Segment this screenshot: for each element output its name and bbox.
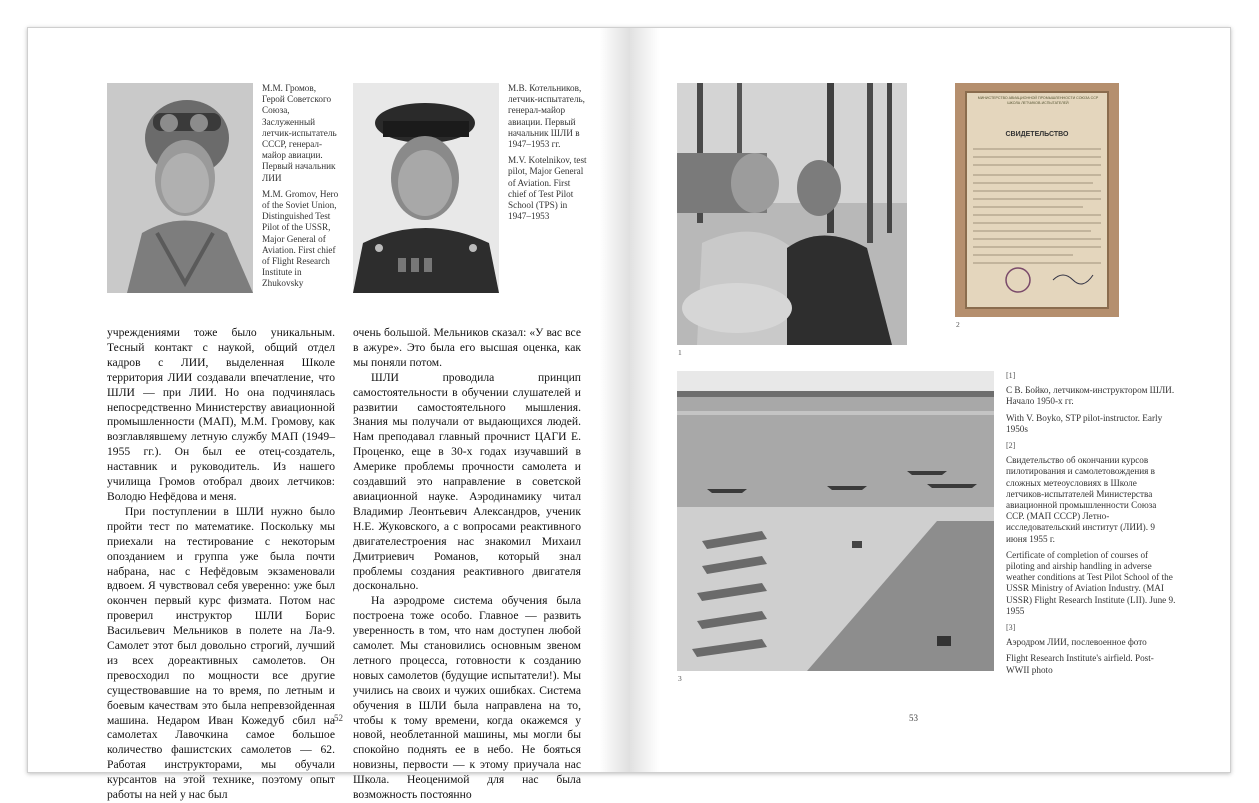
- left-page: [27, 27, 629, 802]
- kotelnikov-caption: [508, 83, 590, 227]
- ref-3-label: [3]: [1006, 623, 1016, 633]
- photo-captions: [1006, 370, 1176, 681]
- text-column-1: [107, 326, 335, 803]
- ref-1-label: [1]: [1006, 371, 1016, 380]
- paragraph: На аэродроме система обучения была построена тоже особо. Главное — развить уверенность в том, что нам доступен любой самолет. Мы становились основным звеном летного процесса, готовности к созданию новых самолетов (будущие испытатели!). Мы учились на своих и чужих ошибках. Система обучения в ШЛИ была направлена на то, чтобы к тому времени, когда окажемся у новой, необлетанной машины, мы могли бы спокойно поднять ее в небо. Не бояться новизны, первости — к этому приучала нас Школа. Неоценимой для нас была возможность постоянно: [353, 594, 581, 802]
- certificate-title: СВИДЕТЕЛЬСТВО: [1005, 131, 1069, 138]
- photo-number-2: 2: [956, 320, 960, 329]
- gutter-shadow-right: [629, 28, 659, 772]
- certificate-header-line: МИНИСТЕРСТВО АВИАЦИОННОЙ ПРОМЫШЛЕННОСТИ СОЮЗА ССР: [977, 96, 1099, 100]
- ref-2-en: Certificate of completion of courses of piloting and airship handling in adverse weather conditions at Test Pilot School of the USSR Ministry of Aviation Industry. (MAI USSR) Flight Research Institute (LII). June 9. 1955: [1006, 549, 1176, 616]
- text-column-2: [353, 326, 581, 803]
- airfield-photo: [677, 371, 994, 671]
- certificate-photo: [955, 83, 1119, 317]
- gromov-caption-en: M.M. Gromov, Hero of the Soviet Union, Distinguished Test Pilot of the USSR, Major General of Aviation. First chief of Flight Research Institute in Zhukovsky: [262, 188, 339, 289]
- page-number-right: 53: [909, 713, 918, 723]
- right-page: [629, 27, 1231, 773]
- ref-3-ru: Аэродром ЛИИ, послевоенное фото: [1006, 637, 1147, 648]
- paragraph: очень большой. Мельников сказал: «У вас все в ажуре». Это была его высшая оценка, как мы поняли потом.: [353, 326, 581, 369]
- page-number-left: 52: [334, 713, 343, 723]
- photo-number-1: 1: [678, 348, 682, 357]
- certificate-header: [971, 96, 1105, 105]
- ref-3-en: Flight Research Institute's airfield. Post-WWII photo: [1006, 653, 1154, 675]
- gromov-portrait-photo: [107, 83, 253, 293]
- gromov-caption-ru: М.М. Громов, Герой Советского Союза, Заслуженный летчик-испытатель СССР, генерал-майор авиации. Первый начальник ЛИИ: [262, 83, 337, 183]
- certificate-text-lines: [973, 145, 1101, 295]
- gutter-shadow-left: [599, 28, 629, 772]
- paragraph: При поступлении в ШЛИ нужно было пройти тест по математике. Поскольку мы приехали на тестирование с некоторым опозданием и группа уже была почти набрана, нас с Нефёдовым экзаменовали вдвоем. Я чувствовал себя уверенно: уже был окончен первый курс физмата. Потом нас проверил инструктор ШЛИ Борис Васильевич Мельников в полете на Ла-9. Самолет этот был довольно строгий, лучший из всех дореактивных самолетов. Он превосходил по мощности все другие существовавшие на то время, по летным и боевым качествам это была непревзойденная машина. Недаром Иван Кожедуб сбил на самолетах Лавочкина самое большое количество фашистских самолетов — 62. Работая инструкторами, мы обучали курсантов на этой технике, поэтому опыт работы на ней у нас был: [107, 504, 335, 802]
- certificate-header-line: ШКОЛА ЛЕТЧИКОВ-ИСПЫТАТЕЛЕЙ: [1007, 100, 1069, 105]
- ref-1-en: With V. Boyko, STP pilot-instructor. Early 1950s: [1006, 412, 1163, 434]
- ref-2-label: [2]: [1006, 441, 1016, 451]
- paragraph: учреждениями тоже было уникальным. Тесный контакт с наукой, общий отдел кадров с ЛИИ, выделенная Школе территория ЛИИ создавали впечатление, что ШЛИ — при ЛИИ. Но она подчинялась непосредственно Министерству авиационной промышленности (МАП), М.М. Громову, как возглавлявшему летную службу МАП (1949–1955 гг.). Он был ее отец-создатель, наставник и руководитель. Из нашего училища Громов отобрал двоих летчиков: Володю Нефёдова и меня.: [107, 326, 335, 503]
- kotelnikov-caption-ru: М.В. Котельников, летчик-испытатель, генерал-майор авиации. Первый начальник ШЛИ в 1947–1953 гг.: [508, 83, 585, 150]
- photo-number-3: 3: [678, 674, 682, 683]
- kotelnikov-portrait-photo: [353, 83, 499, 293]
- kotelnikov-caption-en: M.V. Kotelnikov, test pilot, Major General of Aviation. First chief of Test Pilot School (TPS) in 1947–1953: [508, 155, 587, 222]
- ref-2-ru: Свидетельство об окончании курсов пилотирования и самолетовождения в сложных метеоусловиях в Школе летчиков-испытателей Министерства авиационной промышленности Союза ССР. (МАП СССР) Летно-исследовательский институт (ЛИИ). 9 июня 1955 г.: [1006, 455, 1157, 544]
- ref-1-ru: С В. Бойко, летчиком-инструктором ШЛИ. Начало 1950-х гг.: [1006, 385, 1175, 407]
- paragraph: ШЛИ проводила принцип самостоятельности в обучении слушателей и развитии самостоятельного мышления. Знания мы получали от выдающихся людей. Нам преподавал главный прочнист ЦАГИ Е. Проценко, еще в 30-х годах изучавший в Америке проблемы прочности самолета и создавший это направление в советской авиационной науке. Аэродинамику читал Владимир Леонтьевич Александров, ученик Н.Е. Жуковского, а с вопросами реактивного двигателестроения нас знакомил Михаил Дмитриевич Романов, который знал проблемы создания реактивного двигателя досконально.: [353, 370, 581, 593]
- certificate-paper: [965, 91, 1109, 309]
- two-pilots-photo: [677, 83, 907, 345]
- gromov-caption: [262, 83, 340, 295]
